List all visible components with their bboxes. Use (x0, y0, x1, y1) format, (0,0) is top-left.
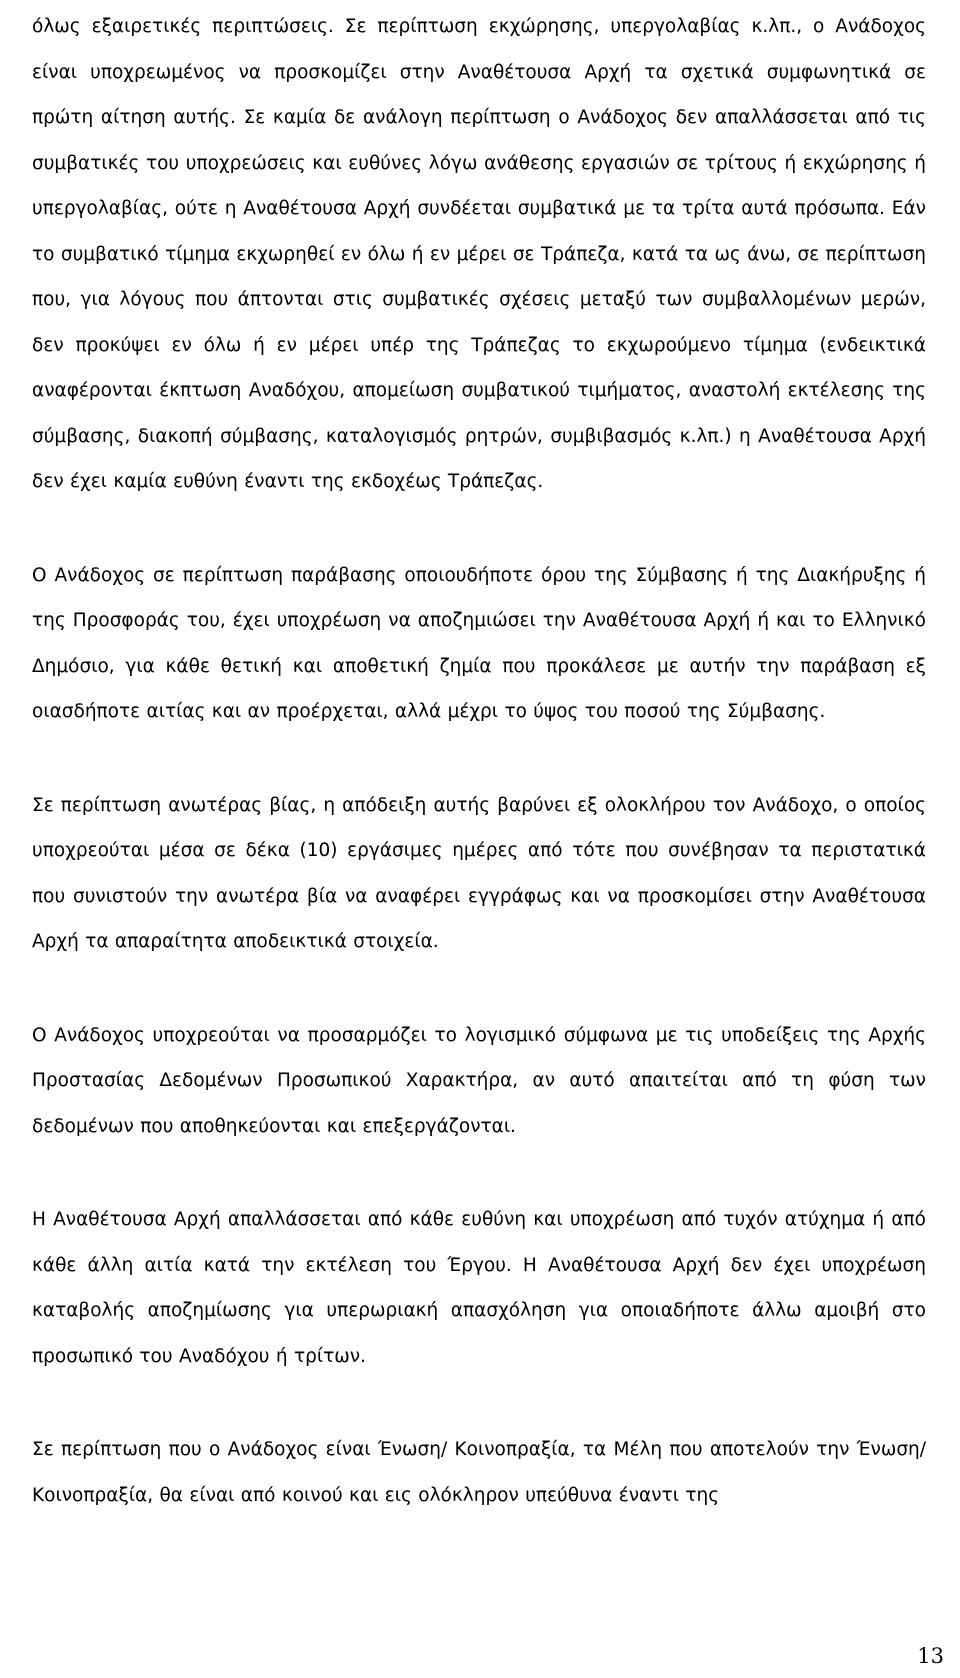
paragraph-joint-venture: Σε περίπτωση που ο Ανάδοχος είναι Ένωση/ Κοινοπραξία, τα Μέλη που αποτελούν την Ένωση/ Κοινοπραξία, θα είναι από κοινού και εις ολόκληρον υπεύθυνα έναντι της (32, 1439, 926, 1506)
paragraph-force-majeure: Σε περίπτωση ανωτέρας βίας, η απόδειξη αυτής βαρύνει εξ ολοκλήρου τον Ανάδοχο, ο οποίος υποχρεούται μέσα σε δέκα (10) εργάσιμες ημέρες από τότε που συνέβησαν τα περιστατικά που συνιστούν την ανωτέρα βία να αναφέρει εγγράφως και να προσκομίσει στην Αναθέτουσα Αρχή τα απαραίτητα αποδεικτικά στοιχεία. (32, 794, 926, 952)
paragraph-liability-exemption: Η Αναθέτουσα Αρχή απαλλάσσεται από κάθε ευθύνη και υποχρέωση από τυχόν ατύχημα ή από κάθε άλλη αιτία κατά την εκτέλεση του Έργου. Η Αναθέτουσα Αρχή δεν έχει υποχρέωση καταβολής αποζημίωσης για υπερωριακή απασχόληση για οποιαδήποτε άλλω αμοιβή στο προσωπικό του Αναδόχου ή τρίτων. (32, 1209, 926, 1367)
paragraph-breach-compensation: Ο Ανάδοχος σε περίπτωση παράβασης οποιουδήποτε όρου της Σύμβασης ή της Διακήρυξης ή της Προσφοράς του, έχει υποχρέωση να αποζημιώσει την Αναθέτουσα Αρχή ή και το Ελληνικό Δημόσιο, για κάθε θετική και αποθετική ζημία που προκάλεσε με αυτήν την παράβαση εξ οιασδήποτε αιτίας και αν προέρχεται, αλλά μέχρι το ύψος του ποσού της Σύμβασης. (32, 564, 926, 722)
document-body (32, 4, 926, 1518)
paragraph-assignment-subcontracting: όλως εξαιρετικές περιπτώσεις. Σε περίπτωση εκχώρησης, υπεργολαβίας κ.λπ., ο Ανάδοχος είναι υποχρεωμένος να προσκομίζει στην Αναθέτουσα Αρχή τα σχετικά συμφωνητικά σε πρώτη αίτηση αυτής. Σε καμία δε ανάλογη περίπτωση ο Ανάδοχος δεν απαλλάσσεται από τις συμβατικές του υποχρεώσεις και ευθύνες λόγω ανάθεσης εργασιών σε τρίτους ή εκχώρησης ή υπεργολαβίας, ούτε η Αναθέτουσα Αρχή συνδέεται συμβατικά με τα τρίτα αυτά πρόσωπα. Εάν το συμβατικό τίμημα εκχωρηθεί εν όλω ή εν μέρει σε Τράπεζα, κατά τα ως άνω, σε περίπτωση που, για λόγους που άπτονται στις συμβατικές σχέσεις μεταξύ των συμβαλλομένων μερών, δεν προκύψει εν όλω ή εν μέρει υπέρ της Τράπεζας το εκχωρούμενο τίμημα (ενδεικτικά αναφέρονται έκπτωση Αναδόχου, απομείωση συμβατικού τιμήματος, αναστολή εκτέλεσης της σύμβασης, διακοπή σύμβασης, καταλογισμός ρητρών, συμβιβασμός κ.λπ.) η Αναθέτουσα Αρχή δεν έχει καμία ευθύνη έναντι της εκδοχέως Τράπεζας. (32, 16, 926, 492)
paragraph-data-protection: Ο Ανάδοχος υποχρεούται να προσαρμόζει το λογισμικό σύμφωνα με τις υποδείξεις της Αρχής Προστασίας Δεδομένων Προσωπικού Χαρακτήρα, αν αυτό απαιτείται από τη φύση των δεδομένων που αποθηκεύονται και επεξεργάζονται. (32, 1024, 926, 1137)
page-number: 13 (917, 1644, 944, 1668)
